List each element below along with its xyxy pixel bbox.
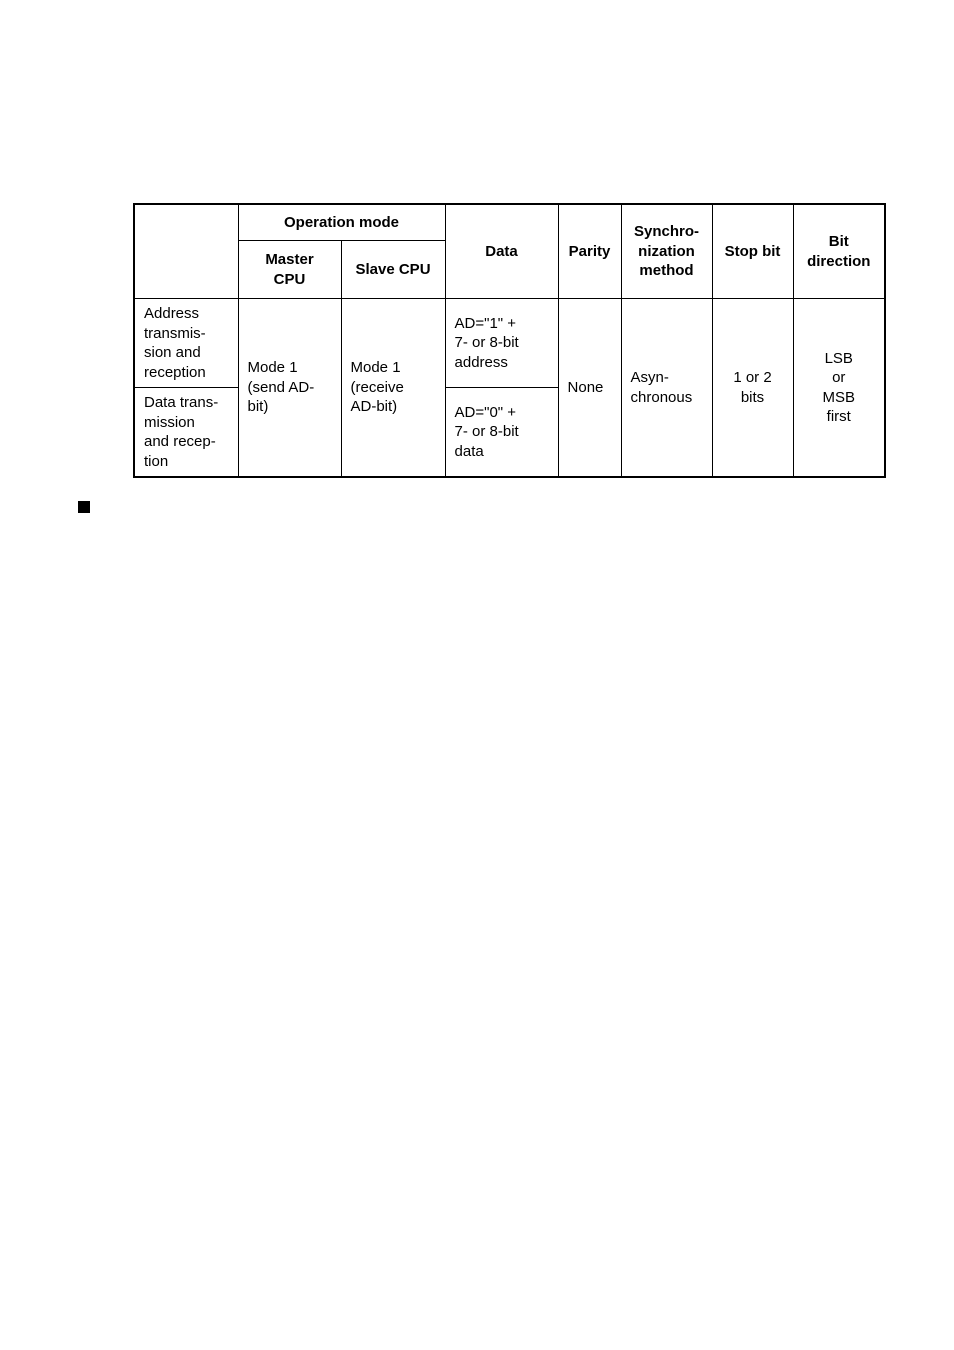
header-bit-direction: Bit direction bbox=[793, 204, 885, 299]
header-operation-mode: Operation mode bbox=[238, 204, 445, 241]
row-label-data: Data trans- mission and recep- tion bbox=[134, 388, 238, 478]
header-sync-method: Synchro- nization method bbox=[621, 204, 712, 299]
header-row-1 bbox=[134, 204, 885, 241]
cell-parity: None bbox=[558, 299, 621, 478]
header-empty-cell bbox=[134, 204, 238, 299]
square-bullet-icon bbox=[78, 501, 90, 513]
header-stop-bit: Stop bit bbox=[712, 204, 793, 299]
cell-sync-method: Asyn- chronous bbox=[621, 299, 712, 478]
cell-data-address: AD="1" + 7- or 8-bit address bbox=[445, 299, 558, 388]
cell-master-mode: Mode 1 (send AD- bit) bbox=[238, 299, 341, 478]
cell-stop-bit: 1 or 2 bits bbox=[712, 299, 793, 478]
header-slave-cpu: Slave CPU bbox=[341, 241, 445, 299]
cell-data-data: AD="0" + 7- or 8-bit data bbox=[445, 388, 558, 478]
header-master-cpu: Master CPU bbox=[238, 241, 341, 299]
serial-mode-table bbox=[133, 203, 886, 478]
cell-bit-direction: LSB or MSB first bbox=[793, 299, 885, 478]
row-label-address: Address transmis- sion and reception bbox=[134, 299, 238, 388]
cell-slave-mode: Mode 1 (receive AD-bit) bbox=[341, 299, 445, 478]
header-parity: Parity bbox=[558, 204, 621, 299]
table-row bbox=[134, 299, 885, 388]
header-data: Data bbox=[445, 204, 558, 299]
